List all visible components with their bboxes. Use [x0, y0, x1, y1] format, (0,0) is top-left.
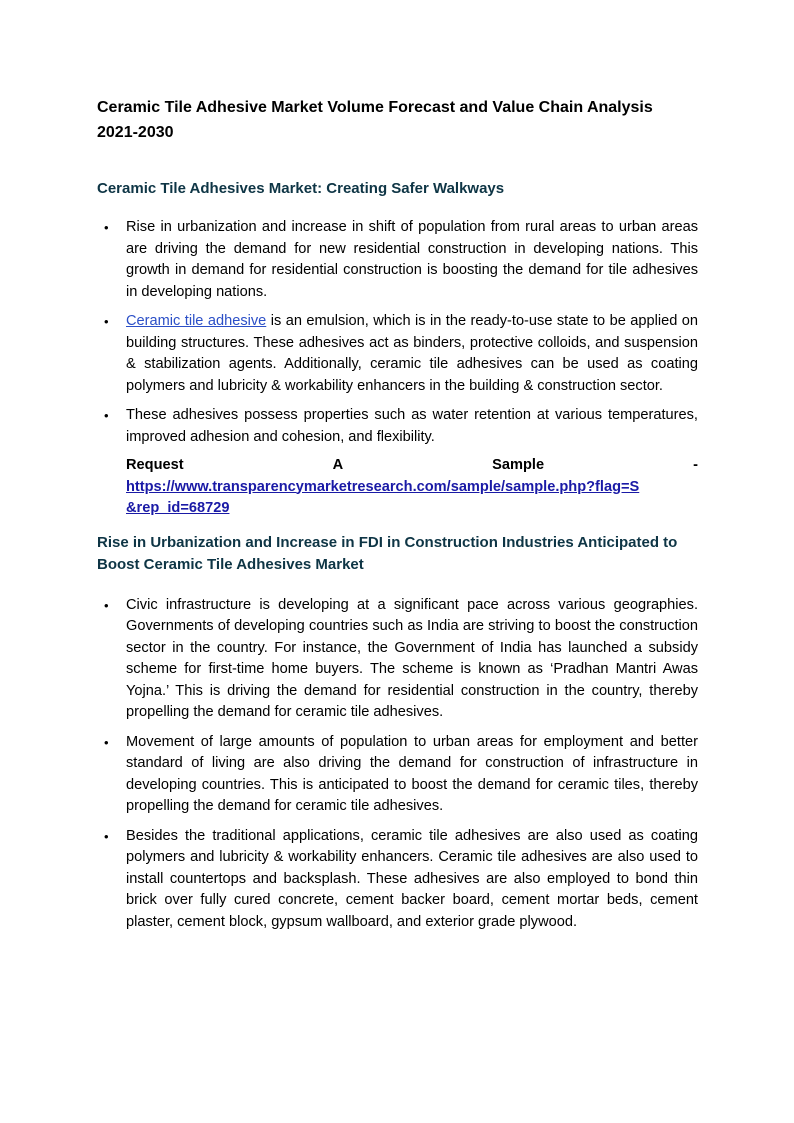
request-word: Sample	[492, 457, 545, 473]
bullet-text: Besides the traditional applications, ceramic tile adhesives are also used as coating polymers and lubricity & workability enhancers. Ceramic tile adhesives are also used to install countertops and backsplash. These adhesives are also employed to bond thin brick over fully cured concrete, cement backer board, cement mortar beds, cement plaster, cement block, gypsum wallboard, and exterior grade plywood.	[126, 827, 698, 930]
bullet-text: is an emulsion, which is in the ready-to-use state to be applied on building structures. These adhesives act as binders, protective colloids, and suspension & stabilization agents. Additionally, ceramic tile adhesives can be used as coating polymers and lubricity & workability enhancers in the building & construction sector.	[126, 313, 698, 394]
request-word: -	[693, 457, 698, 473]
document-page	[97, 95, 698, 941]
bullet-icon: •	[104, 734, 109, 750]
section-heading-safer-walkways: Ceramic Tile Adhesives Market: Creating Safer Walkways	[97, 180, 505, 197]
section2-bullet-list	[97, 595, 698, 934]
section1-bullet-list	[97, 217, 698, 448]
bullet-icon: •	[104, 408, 109, 423]
request-sample-label	[126, 455, 698, 477]
bullet-text: Rise in urbanization and increase in shift of population from rural areas to urban areas are driving the demand for new residential construction in developing nations. This growth in demand for residential construction is boosting the demand for tile adhesives in developing nations.	[126, 219, 698, 300]
bullet-text: These adhesives possess properties such as water retention at various temperatures, improved adhesion and cohesion, and flexibility.	[126, 407, 698, 445]
document-title: Ceramic Tile Adhesive Market Volume Forecast and Value Chain Analysis 2021-2030	[97, 99, 653, 141]
bullet-icon: •	[104, 597, 109, 613]
list-item	[97, 732, 698, 818]
bullet-icon: •	[104, 828, 109, 844]
request-word: A	[332, 457, 344, 473]
list-item	[97, 217, 698, 303]
ceramic-tile-adhesive-link[interactable]: Ceramic tile adhesive	[126, 313, 267, 329]
bullet-text: Movement of large amounts of population to urban areas for employment and better standard of living are also driving the demand for construction of infrastructure in developing countries. This is anticipated to boost the demand for ceramic tiles, thereby propelling the demand for ceramic tile adhesives.	[126, 733, 698, 814]
request-url-line2: &rep_id=68729	[126, 500, 230, 516]
request-url-line1: https://www.transparencymarketresearch.com/sample/sample.php?flag=S	[126, 478, 640, 495]
request-sample-link[interactable]	[126, 477, 698, 520]
bullet-icon: •	[104, 220, 109, 235]
list-item	[97, 595, 698, 724]
list-item	[97, 405, 698, 448]
list-item	[97, 311, 698, 397]
bullet-text: Civic infrastructure is developing at a significant pace across various geographies. Governments of developing countries such as India are striving to boost the construction sector in the country. For instance, the Government of India has launched a subsidy scheme for first-time home buyers. The scheme is known as ‘Pradhan Mantri Awas Yojna.’ This is driving the demand for residential construction in the country, thereby propelling the demand for ceramic tile adhesives.	[126, 596, 698, 720]
bullet-icon: •	[104, 314, 109, 329]
request-sample-block	[97, 455, 698, 520]
request-word: Request	[126, 457, 184, 473]
list-item	[97, 826, 698, 934]
section-heading-urbanization-fdi: Rise in Urbanization and Increase in FDI in Construction Industries Anticipated to Boost Ceramic Tile Adhesives Market	[97, 533, 678, 573]
